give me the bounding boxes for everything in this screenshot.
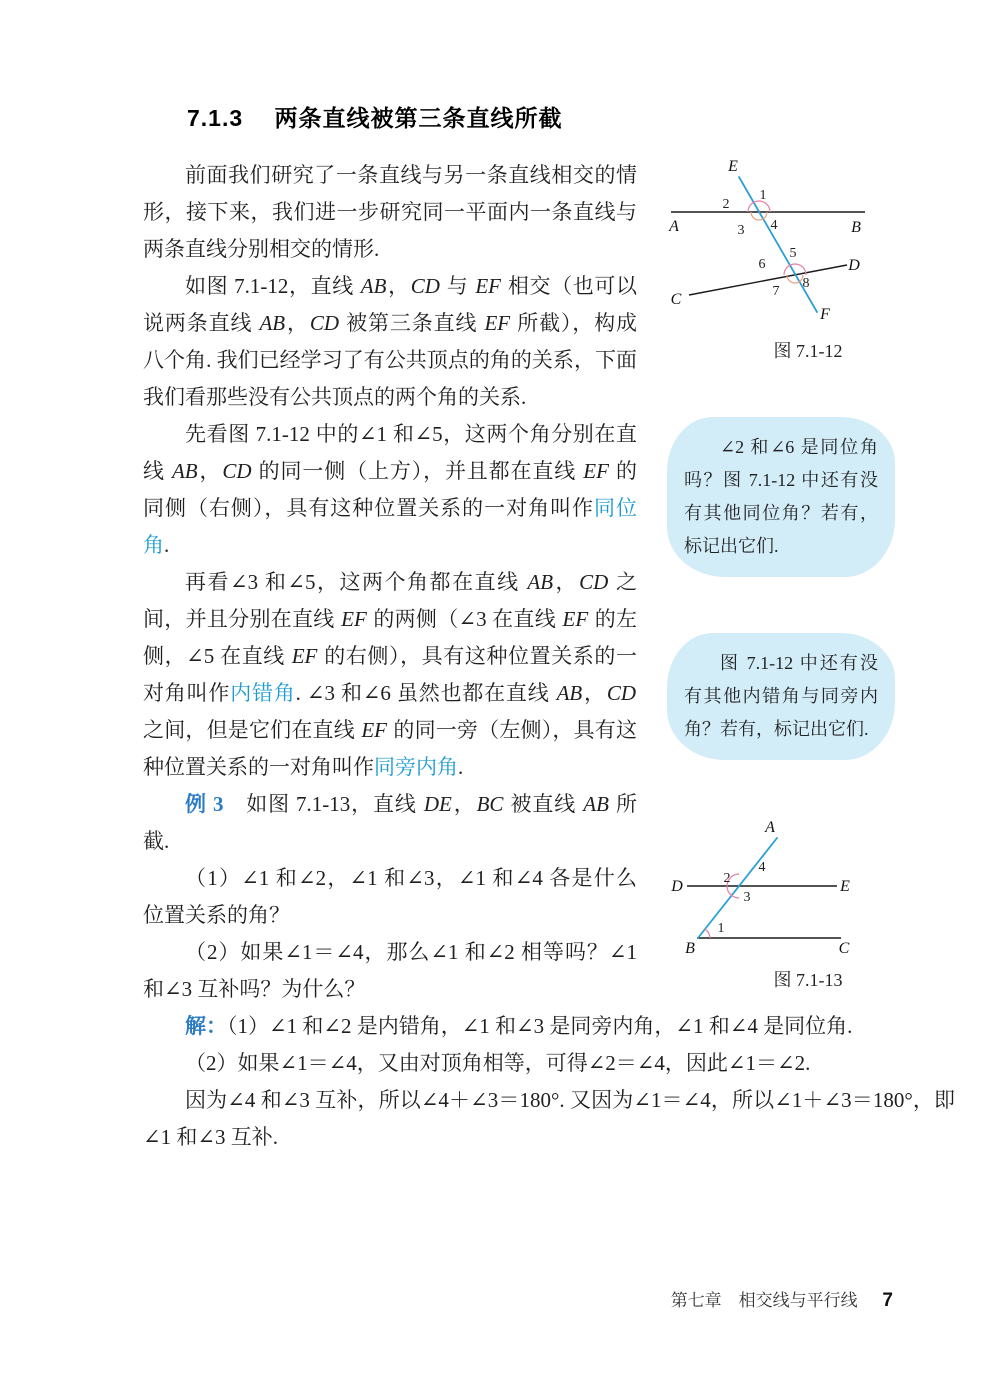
angle-label-2: 2 [722,197,730,212]
text-run: （1）∠1 和∠2，∠1 和∠3，∠1 和∠4 各是什么位置关系的角？ [143,866,637,927]
point-label-A: A [765,819,775,836]
angle-arc [705,929,710,938]
point-label-B: B [851,219,861,236]
angle-label-3: 3 [737,223,745,238]
text-run: 因为∠4 和∠3 互补，所以∠4＋∠3＝180°. 又因为∠1＝∠4，所以∠1＋∠3＝180°，即∠1 和∠3 互补. [143,1088,955,1149]
angle-label-7: 7 [772,284,780,299]
text-run: 再看∠3 和∠5，这两个角都在直线 AB，CD 之间，并且分别在直线 EF 的两侧（∠3 在直线 EF 的左侧，∠5 在直线 EF 的右侧），具有这种位置关系的一对角叫作 [143,570,638,705]
angle-label-3: 3 [743,890,751,905]
right-column [637,157,955,992]
point-label-D: D [671,878,683,895]
paragraph [143,1008,955,1045]
text-run-label: 解： [185,1014,227,1038]
text-run-term: 同位角 [143,496,638,557]
point-label-D: D [848,257,860,274]
transversal-AB [698,838,777,938]
paragraph [143,1045,955,1082]
figure-7-1-12-drawing [663,157,953,329]
figure-7-1-13 [637,818,955,992]
line-CD [689,265,847,295]
section-number: 7.1.3 [187,105,244,131]
page-content [143,100,955,1156]
point-label-F: F [820,306,830,323]
thought-bubble-2 [667,633,895,760]
text-run-label: 例 3 [185,792,224,816]
point-label-C: C [838,940,850,957]
section-heading-text: 两条直线被第三条直线所截 [274,105,563,131]
figure-caption-7-1-13: 图 7.1-13 [773,970,843,990]
point-label-C: C [670,291,682,308]
angle-label-1: 1 [759,188,767,203]
angle-label-2: 2 [723,871,731,886]
text-run: 如图 7.1-12，直线 AB，CD 与 EF 相交（也可以说两条直线 AB，CD 被第三条直线 EF 所截），构成八个角. 我们已经学习了有公共顶点的角的关系，下面我们看那些没有公共顶点的两个角的关系. [143,274,638,409]
text-run: . [164,533,170,557]
point-label-B: B [685,940,695,957]
angle-label-8: 8 [802,276,810,291]
page-footer [671,1286,893,1312]
text-run: 先看图 7.1-12 中的∠1 和∠5，这两个角分别在直线 AB，CD 的同一侧（上方），并且都在直线 EF 的同侧（右侧），具有这种位置关系的一对角叫作 [143,422,638,520]
text-run: （2）如果∠1＝∠4，又由对顶角相等，可得∠2＝∠4，因此∠1＝∠2. [185,1051,811,1075]
text-run: . [458,755,464,779]
chapter-label: 第七章 相交线与平行线 [670,1291,858,1310]
text-run-term: 内错角 [230,681,296,705]
bubble-text-2: 图 7.1-12 中还有没有其他内错角与同旁内角？若有，标记出它们. [684,653,878,739]
point-label-A: A [669,218,679,235]
text-run: . ∠3 和∠6 虽然也都在直线 AB，CD 之间，但是它们在直线 EF 的同一旁（左侧），具有这种位置关系的一对角叫作 [143,681,637,779]
paragraph [143,1082,955,1156]
text-run-term: 同旁内角 [374,755,458,779]
figure-7-1-12 [637,157,955,363]
thought-bubble-1 [667,417,895,577]
bubble-text-1: ∠2 和∠6 是同位角吗？图 7.1-12 中还有没有其他同位角？若有，标记出它们. [684,437,878,556]
text-run: （2）如果∠1＝∠4，那么∠1 和∠2 相等吗？∠1 和∠3 互补吗？为什么？ [143,940,637,1001]
text-run: 前面我们研究了一条直线与另一条直线相交的情形，接下来，我们进一步研究同一平面内一条直线与两条直线分别相交的情形. [143,163,637,261]
figure-7-1-13-drawing [663,818,953,958]
text-run: （1）∠1 和∠2 是内错角，∠1 和∠3 是同旁内角，∠1 和∠4 是同位角. [227,1014,853,1038]
figure-caption-7-1-12: 图 7.1-12 [773,341,843,361]
point-label-E: E [840,878,850,895]
angle-label-4: 4 [770,218,778,233]
point-label-E: E [728,158,738,175]
angle-label-6: 6 [758,257,766,272]
page-number: 7 [882,1290,893,1311]
angle-label-4: 4 [758,860,766,875]
angle-label-5: 5 [789,246,797,261]
angle-label-1: 1 [717,921,725,936]
section-title [187,100,955,133]
text-run: 如图 7.1-13，直线 DE，BC 被直线 AB 所截. [143,792,638,853]
